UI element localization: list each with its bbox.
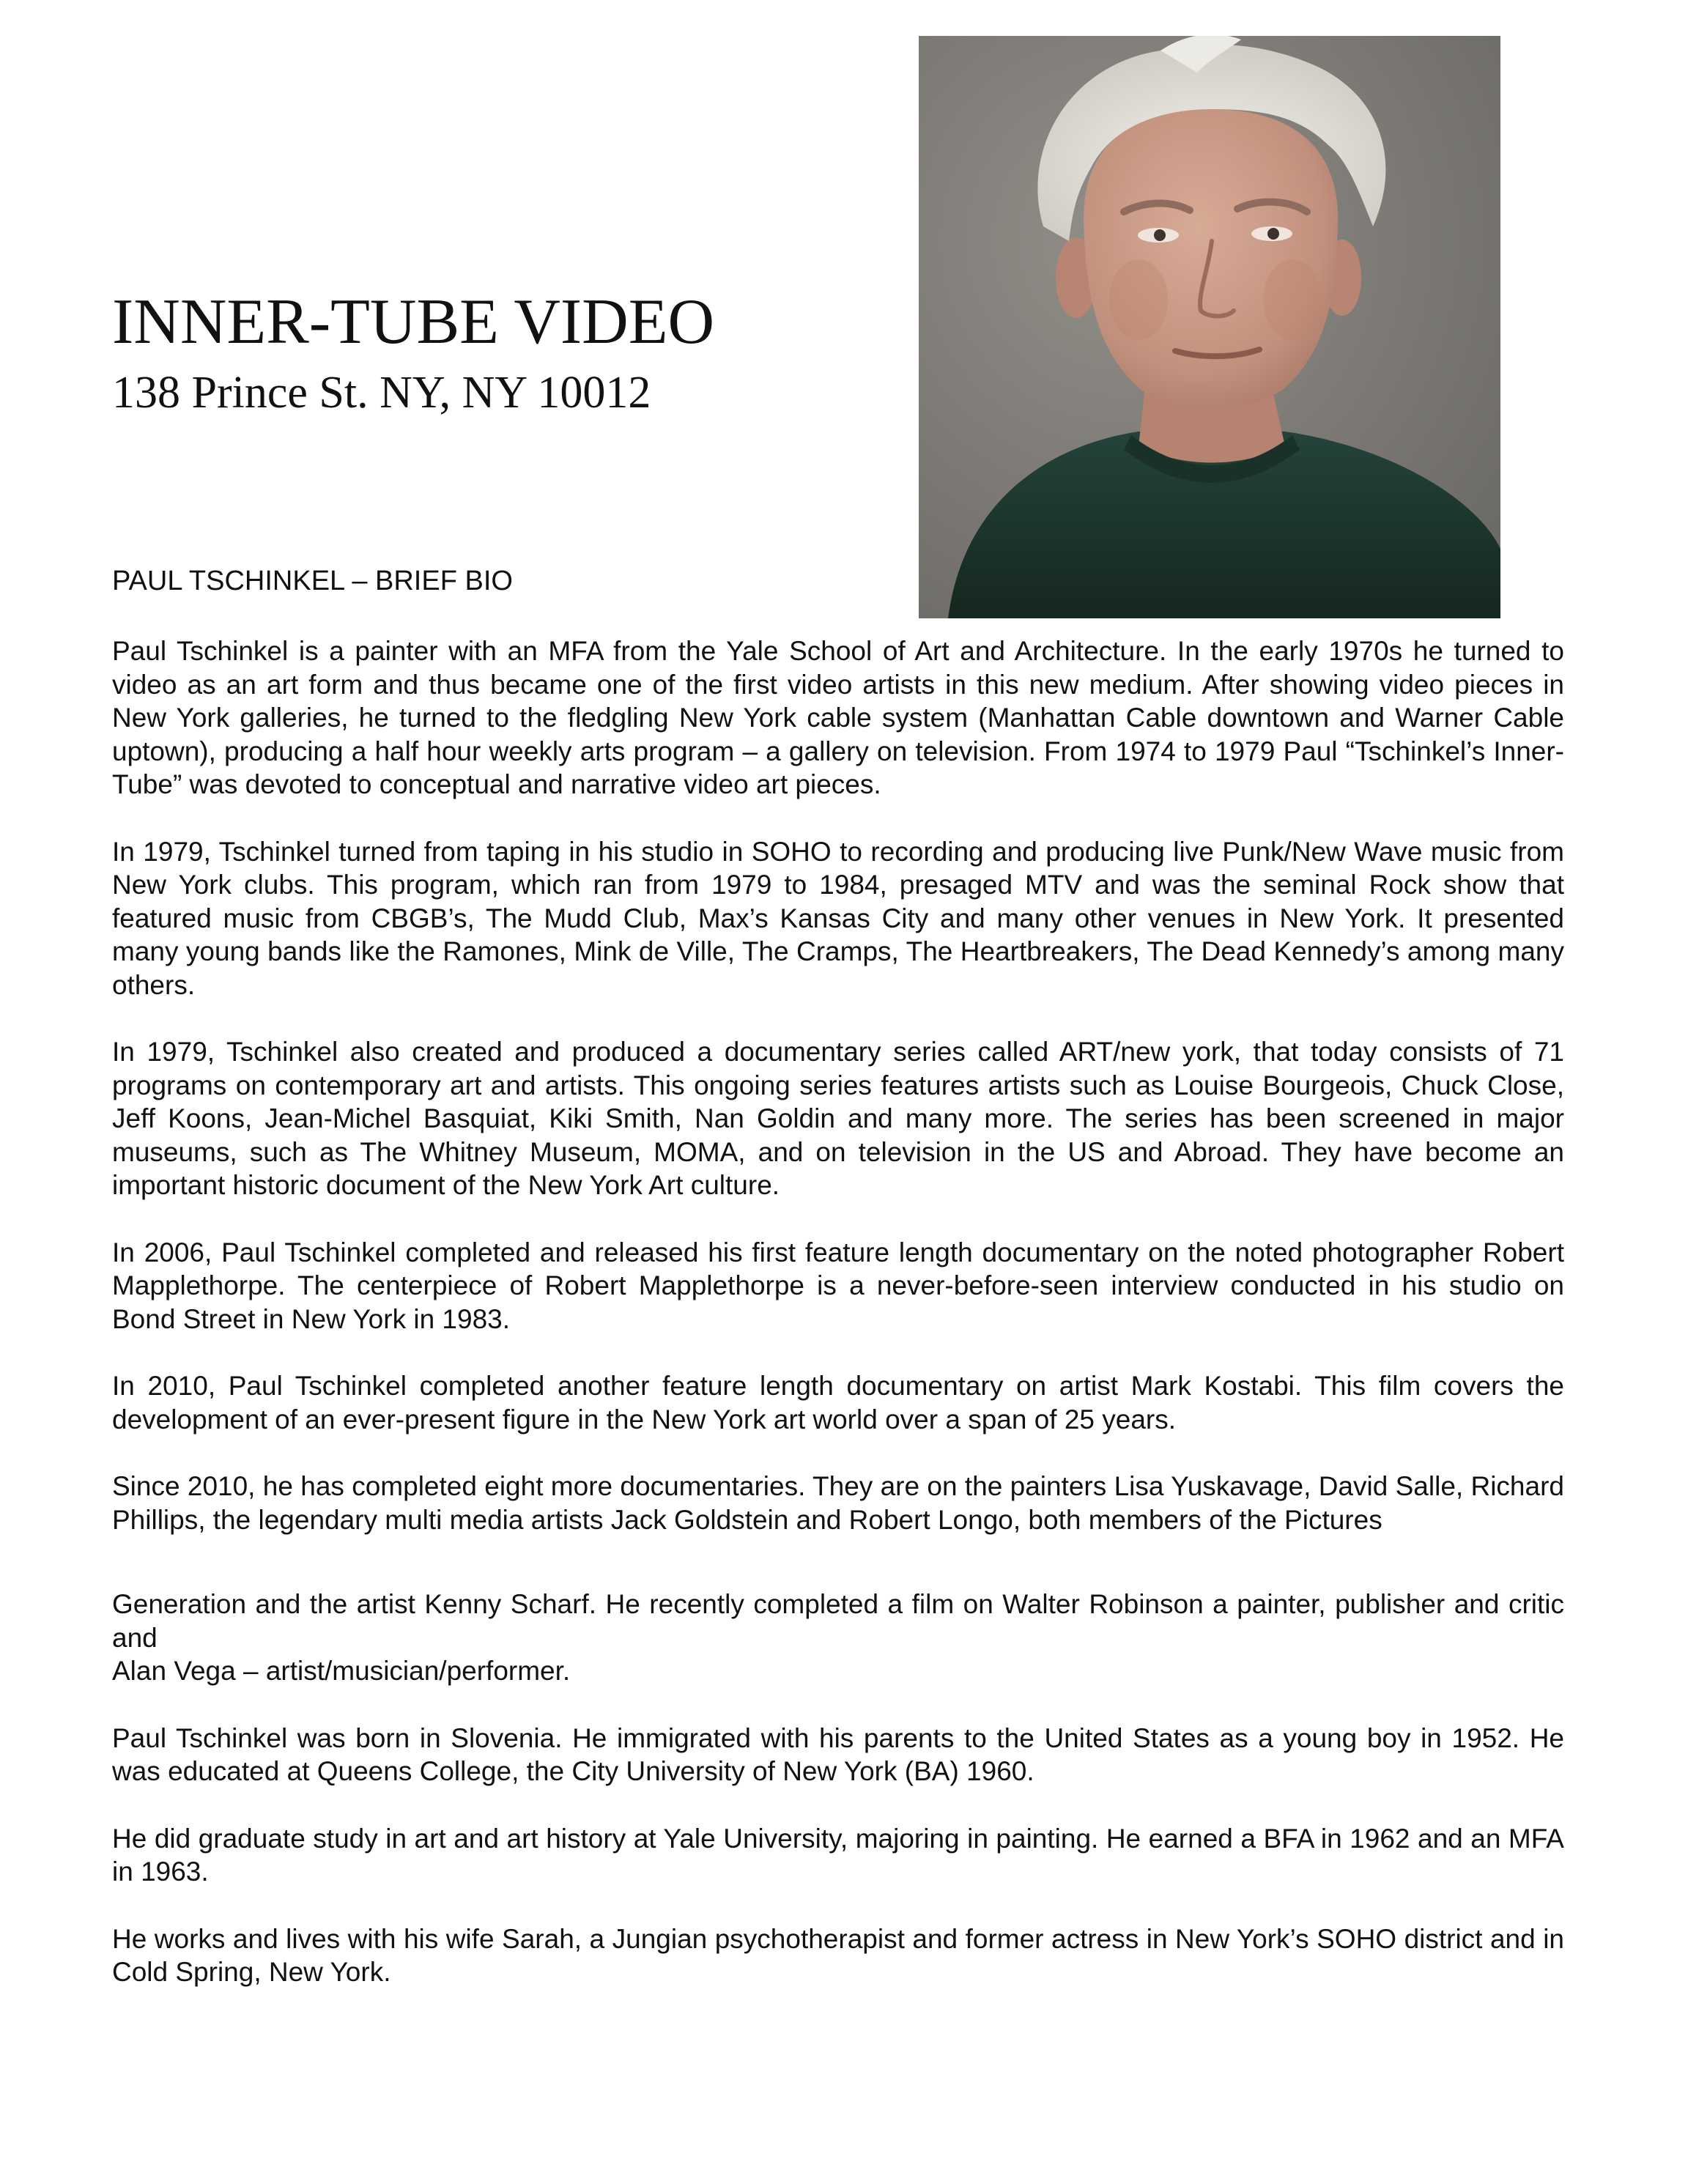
bio-paragraph: In 2006, Paul Tschinkel completed and released his first feature length documentary on the noted photographer Robert Mapplethorpe. The centerpiece of Robert Mapplethorpe is a never-before-seen interview conducted in his studio on Bond Street in New York in 1983. [112, 1237, 1564, 1334]
bio-paragraph: Alan Vega – artist/musician/performer. [112, 1656, 571, 1686]
bio-paragraph: In 1979, Tschinkel also created and produced a documentary series called ART/new york, that today consists of 71 programs on contemporary art and artists. This ongoing series features artists such as Louise Bourgeois, Chuck Close, Jeff Koons, Jean-Michel Basquiat, Kiki Smith, Nan Goldin and many more. The series has been screened in major museums, such as The Whitney Museum, MOMA, and on television in the US and Abroad. They have become an important historic document of the New York Art culture. [112, 1037, 1564, 1200]
bio-paragraph: In 1979, Tschinkel turned from taping in his studio in SOHO to recording and producing live Punk/New Wave music from New York clubs. This program, which ran from 1979 to 1984, presaged MTV and was the seminal Rock show that featured music from CBGB’s, The Mudd Club, Max’s Kansas City and many other venues in New York. It presented many young bands like the Ramones, Mink de Ville, The Cramps, The Heartbreakers, The Dead Kennedy’s among many others. [112, 836, 1564, 1000]
bio-paragraph: Paul Tschinkel was born in Slovenia. He immigrated with his parents to the United States as a young boy in 1952. He was educated at Queens College, the City University of New York (BA) 1960. [112, 1722, 1564, 1786]
company-title: INNER-TUBE VIDEO [112, 286, 715, 358]
bio-paragraph: Generation and the artist Kenny Scharf. He recently completed a film on Walter Robinson a painter, publisher and critic and [112, 1589, 1564, 1653]
portrait-illustration [919, 36, 1500, 618]
bio-body [112, 634, 1564, 2023]
bio-paragraph: He did graduate study in art and art history at Yale University, majoring in painting. He earned a BFA in 1962 and an MFA in 1963. [112, 1823, 1564, 1887]
bio-paragraph: He works and lives with his wife Sarah, a Jungian psychotherapist and former actress in New York’s SOHO district and in Cold Spring, New York. [112, 1923, 1564, 1987]
bio-paragraph: Paul Tschinkel is a painter with an MFA from the Yale School of Art and Architecture. In the early 1970s he turned to video as an art form and thus became one of the first video artists in this new medium. After showing video pieces in New York galleries, he turned to the fledgling New York cable system (Manhattan Cable downtown and Warner Cable uptown), producing a half hour weekly arts program – a gallery on television. From 1974 to 1979 Paul “Tschinkel’s Inner-Tube” was devoted to conceptual and narrative video art pieces. [112, 636, 1564, 799]
bio-paragraph: Since 2010, he has completed eight more documentaries. They are on the painters Lisa Yuskavage, David Salle, Richard Phillips, the legendary multi media artists Jack Goldstein and Robert Longo, both members of the Pictures [112, 1471, 1564, 1535]
portrait-photo [919, 36, 1500, 618]
company-address: 138 Prince St. NY, NY 10012 [112, 368, 651, 418]
bio-heading: PAUL TSCHINKEL – BRIEF BIO [112, 566, 513, 596]
bio-paragraph: In 2010, Paul Tschinkel completed another feature length documentary on artist Mark Kostabi. This film covers the development of an ever-present figure in the New York art world over a span of 25 years. [112, 1371, 1564, 1435]
